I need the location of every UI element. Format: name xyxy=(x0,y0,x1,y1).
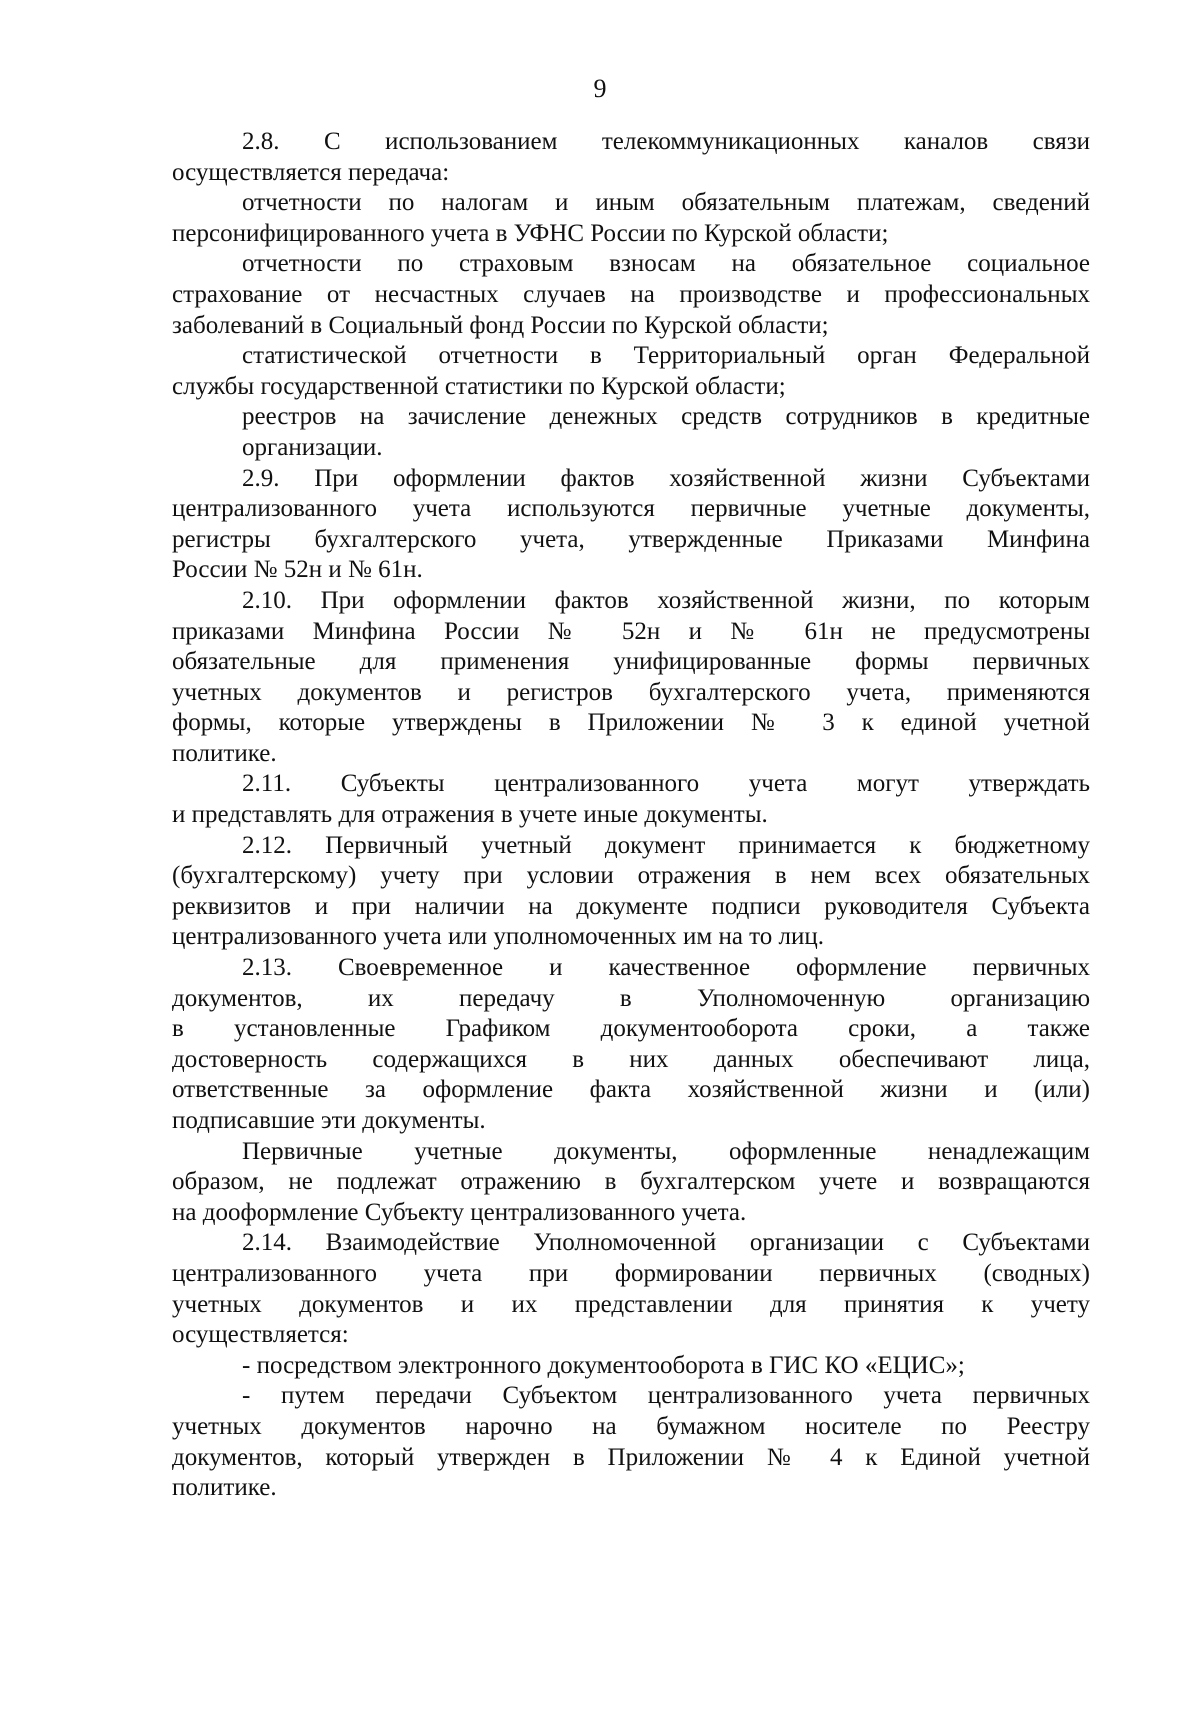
paragraph xyxy=(172,1228,1090,1350)
paragraph-line: централизованного учета или уполномоченных им на то лиц. xyxy=(172,923,825,951)
paragraph-line: - путем передачи Субъектом централизованного учета первичных xyxy=(242,1382,1090,1410)
paragraph-line: 2.14. Взаимодействие Уполномоченной организации с Субъектами xyxy=(242,1229,1090,1257)
paragraph-line: образом, не подлежат отражению в бухгалтерском учете и возвращаются xyxy=(172,1168,1090,1196)
paragraph xyxy=(172,341,1090,402)
paragraph-line: службы государственной статистики по Курской области; xyxy=(172,372,786,400)
paragraph-line: - посредством электронного документооборота в ГИС КО «ЕЦИС»; xyxy=(242,1351,965,1379)
paragraph-line: учетных документов и регистров бухгалтерского учета, применяются xyxy=(172,678,1090,706)
paragraph-line: документов, их передачу в Уполномоченную организацию xyxy=(172,984,1090,1012)
paragraph xyxy=(172,127,1090,188)
paragraph-line: политике. xyxy=(172,1474,277,1502)
paragraph-line: реестров на зачисление денежных средств сотрудников в кредитные xyxy=(242,403,1090,431)
paragraph xyxy=(172,1381,1090,1503)
paragraph xyxy=(172,1137,1090,1229)
paragraph xyxy=(172,1351,1090,1382)
paragraph-line: учетных документов нарочно на бумажном носителе по Реестру xyxy=(172,1412,1090,1440)
paragraph-line: формы, которые утверждены в Приложении № 3 к единой учетной xyxy=(172,709,1090,737)
paragraph-line: отчетности по налогам и иным обязательным платежам, сведений xyxy=(242,189,1090,217)
paragraph-line: (бухгалтерскому) учету при условии отражения в нем всех обязательных xyxy=(172,862,1090,890)
paragraph xyxy=(172,831,1090,953)
page-number: 9 xyxy=(593,74,607,103)
paragraph-line: документов, который утвержден в Приложении № 4 к Единой учетной xyxy=(172,1443,1090,1471)
paragraph-line: 2.10. При оформлении фактов хозяйственной жизни, по которым xyxy=(242,586,1090,614)
paragraph-line: 2.8. С использованием телекоммуникационных каналов связи xyxy=(242,128,1090,155)
paragraph-line: достоверность содержащихся в них данных обеспечивают лица, xyxy=(172,1045,1090,1073)
paragraph xyxy=(172,586,1090,770)
paragraph-line: приказами Минфина России № 52н и № 61н не предусмотрены xyxy=(172,617,1090,645)
paragraph-line: 2.9. При оформлении фактов хозяйственной жизни Субъектами xyxy=(242,464,1090,492)
paragraph-line: 2.13. Своевременное и качественное оформление первичных xyxy=(242,954,1090,982)
paragraph xyxy=(172,464,1090,586)
paragraph-line: осуществляется передача: xyxy=(172,158,450,186)
paragraph-line: реквизитов и при наличии на документе подписи руководителя Субъекта xyxy=(172,892,1090,920)
paragraph-line: России № 52н и № 61н. xyxy=(172,556,423,584)
paragraph xyxy=(172,769,1090,830)
paragraph-line: подписавшие эти документы. xyxy=(172,1107,486,1134)
paragraph-line: осуществляется: xyxy=(172,1321,349,1349)
paragraph-line: 2.11. Субъекты централизованного учета могут утверждать xyxy=(242,770,1090,798)
paragraph-line: централизованного учета при формировании первичных (сводных) xyxy=(172,1259,1090,1287)
paragraph-line: заболеваний в Социальный фонд России по Курской области; xyxy=(172,311,829,339)
paragraph-line: персонифицированного учета в УФНС России по Курской области; xyxy=(172,219,889,247)
paragraph-line: учетных документов и их представлении для принятия к учету xyxy=(172,1290,1090,1318)
paragraph-line: регистры бухгалтерского учета, утвержденные Приказами Минфина xyxy=(172,525,1090,553)
paragraph-line: Первичные учетные документы, оформленные ненадлежащим xyxy=(242,1137,1090,1165)
paragraph xyxy=(172,249,1090,341)
paragraph xyxy=(172,188,1090,249)
paragraph-line: на дооформление Субъекту централизованного учета. xyxy=(172,1198,747,1226)
paragraph xyxy=(172,402,1090,463)
paragraph-line: организации. xyxy=(242,433,383,461)
paragraph xyxy=(172,953,1090,1137)
paragraph-line: политике. xyxy=(172,739,277,767)
paragraph-line: страхование от несчастных случаев на производстве и профессиональных xyxy=(172,280,1090,308)
paragraph-line: централизованного учета используются первичные учетные документы, xyxy=(172,495,1090,523)
paragraph-line: статистической отчетности в Территориальный орган Федеральной xyxy=(242,342,1090,370)
paragraph-line: 2.12. Первичный учетный документ принимается к бюджетному xyxy=(242,831,1090,859)
paragraph-line: ответственные за оформление факта хозяйственной жизни и (или) xyxy=(172,1076,1090,1104)
paragraph-line: в установленные Графиком документооборота сроки, а также xyxy=(172,1015,1090,1043)
paragraph-line: отчетности по страховым взносам на обязательное социальное xyxy=(242,250,1090,278)
paragraph-line: обязательные для применения унифицированные формы первичных xyxy=(172,648,1090,676)
document-body xyxy=(172,127,1090,1504)
paragraph-line: и представлять для отражения в учете иные документы. xyxy=(172,801,768,829)
